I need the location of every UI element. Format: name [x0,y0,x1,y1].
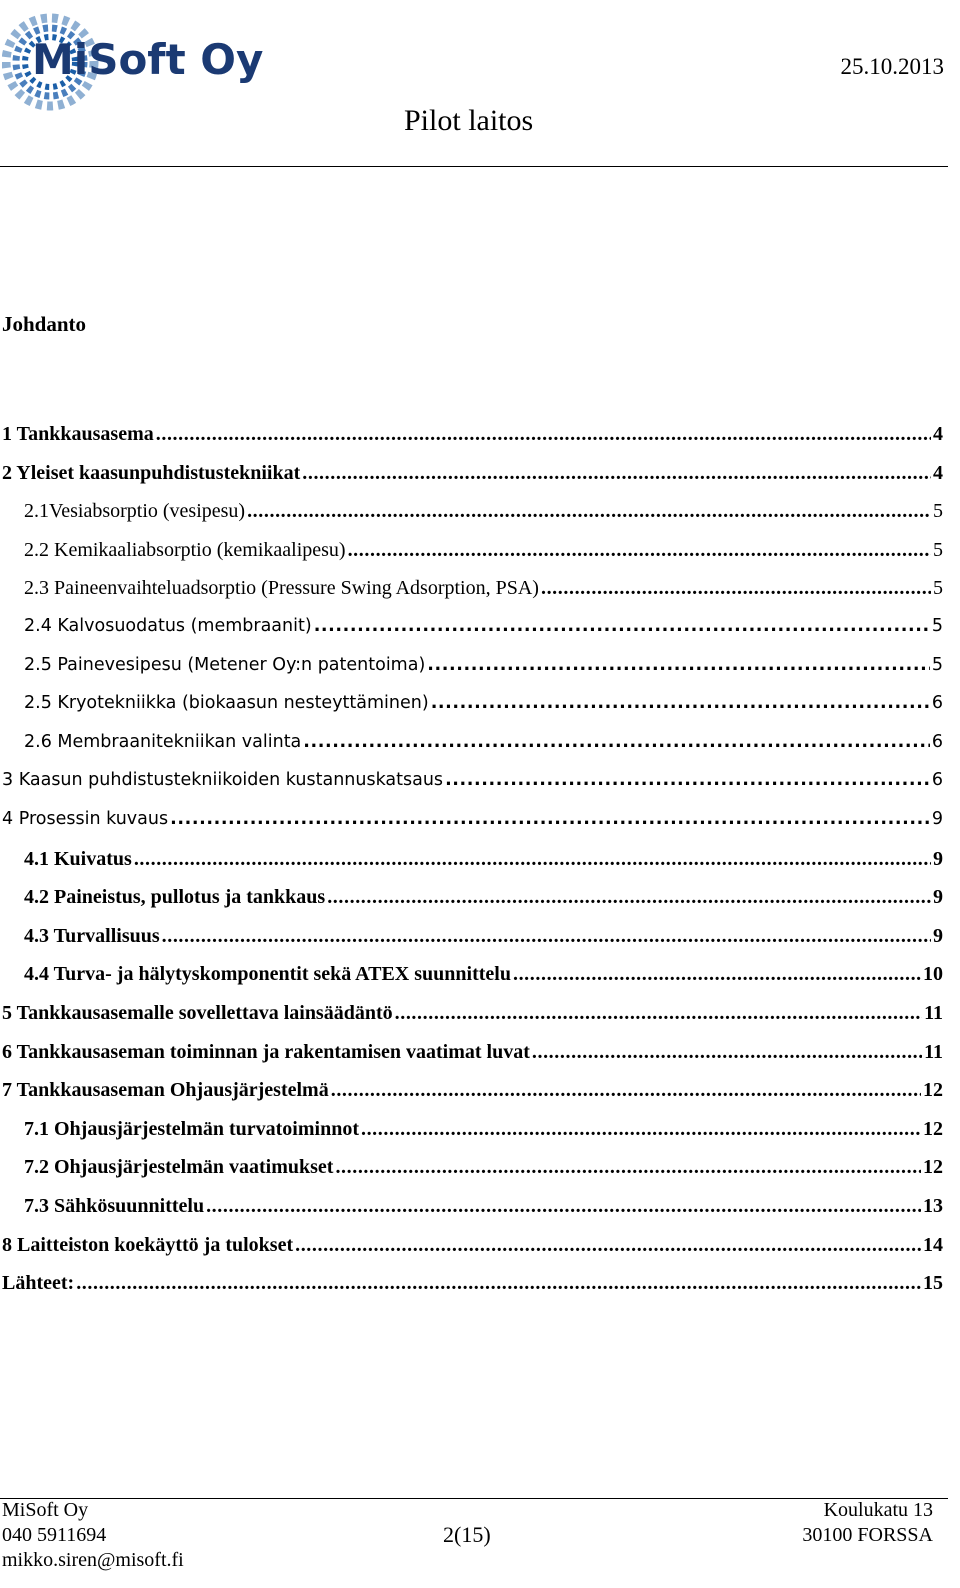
toc-entry[interactable] [24,963,943,989]
footer-city: 30100 FORSSA [802,1524,933,1546]
toc-entry[interactable] [2,1079,943,1105]
toc-entry[interactable] [2,770,943,796]
toc-entry-page: 15 [923,1272,943,1295]
toc-entry-page: 5 [933,538,943,561]
toc-entry-label: 5 Tankkausasemalle sovellettava lainsäädäntö [2,1002,393,1024]
toc-entry-label: 4 Prosessin kuvaus [2,809,169,829]
toc-entry-page: 6 [931,693,943,714]
toc-entry-page: 14 [923,1233,943,1256]
footer-street: Koulukatu 13 [823,1499,933,1521]
toc-dot-leader [361,1118,921,1141]
toc-entry[interactable] [24,886,943,912]
toc-dot-leader [134,848,931,871]
toc-entry-page: 5 [931,616,943,636]
toc-dot-leader [541,577,931,600]
toc-entry-page: 12 [923,1117,943,1140]
footer-email[interactable]: mikko.siren@misoft.fi [2,1549,184,1571]
toc-entry-page: 4 [933,461,943,484]
toc-entry-page: 9 [933,847,943,870]
toc-entry-page: 12 [923,1079,943,1102]
toc-entry[interactable] [24,500,943,526]
toc-entry-page: 6 [931,731,943,752]
toc-dot-leader [295,1234,921,1257]
toc-dot-leader [327,886,931,909]
toc-entry-label: 7.2 Ohjausjärjestelmän vaatimukset [24,1156,334,1179]
toc-entry-label: 2.3 Paineenvaihteluadsorptio (Pressure Swing Adsorption, PSA) [24,577,539,600]
toc-entry-label: 4.4 Turva- ja hälytyskomponentit sekä ATEX suunnittelu [24,963,511,986]
toc-entry[interactable] [24,693,943,719]
toc-dot-leader [395,1002,922,1025]
toc-entry-label: 4.2 Paineistus, pullotus ja tankkaus [24,886,326,909]
toc-entry[interactable] [24,616,943,642]
toc-dot-leader [302,462,931,485]
toc-entry-label: 2 Yleiset kaasunpuhdistustekniikat [2,461,301,484]
toc-entry-page: 9 [931,809,943,829]
toc-dot-leader [532,1041,922,1064]
toc-entry-page: 9 [933,924,943,947]
toc-dot-leader [431,693,930,713]
toc-entry[interactable] [2,1002,943,1028]
toc-entry-page: 11 [924,1040,943,1063]
toc-entry-label: 2.5 Painevesipesu (Metener Oy:n patentoima) [24,654,426,675]
toc-entry-label: 4.3 Turvallisuus [24,924,160,947]
toc-entry-page: 11 [924,1002,943,1024]
toc-entry-label: 6 Tankkausaseman toiminnan ja rakentamisen vaatimat luvat [2,1040,530,1063]
toc-entry[interactable] [24,1156,943,1182]
page-title: Pilot laitos [404,104,534,137]
footer-page-number: 2(15) [443,1522,491,1547]
toc-dot-leader [335,1156,921,1179]
toc-entry[interactable] [2,423,943,449]
toc-dot-leader [314,616,930,636]
toc-entry-page: 10 [923,963,943,986]
header-date: 25.10.2013 [840,54,944,79]
toc-entry-label: 2.5 Kryotekniikka (biokaasun nesteyttäminen) [24,693,429,714]
toc-entry[interactable] [24,577,943,603]
toc-entry-label: 1 Tankkausasema [2,423,154,445]
toc-entry[interactable] [2,462,943,488]
toc-entry[interactable] [2,1272,943,1298]
toc-entry-label: 8 Laitteiston koekäyttö ja tulokset [2,1233,294,1256]
toc-dot-leader [170,809,930,829]
footer-divider [0,1498,948,1499]
toc-entry-label: 2.6 Membraanitekniikan valinta [24,731,302,752]
toc-entry-label: 7.3 Sähkösuunnittelu [24,1195,205,1217]
toc-entry-label: 7 Tankkausaseman Ohjausjärjestelmä [2,1079,329,1102]
toc-entry-label: 3 Kaasun puhdistustekniikoiden kustannuskatsaus [2,770,444,791]
svg-text:MiSoft Oy: MiSoft Oy [32,35,264,84]
toc-dot-leader [427,655,930,675]
toc-entry-page: 13 [923,1195,943,1217]
toc-entry[interactable] [24,655,943,681]
toc-entry[interactable] [24,848,943,874]
toc-dot-leader [76,1272,921,1295]
toc-entry[interactable] [24,1118,943,1144]
toc-entry-page: 5 [933,500,943,523]
toc-entry-page: 4 [933,423,943,445]
company-logo [2,2,264,124]
toc-dot-leader [303,732,930,752]
toc-entry[interactable] [2,1041,943,1067]
toc-dot-leader [331,1079,921,1102]
intro-heading: Johdanto [2,312,87,336]
toc-entry-label: 2.2 Kemikaaliabsorptio (kemikaalipesu) [24,538,346,561]
toc-dot-leader [156,423,931,446]
header-divider [0,166,948,167]
toc-dot-leader [445,770,930,790]
toc-entry-page: 9 [933,886,943,909]
toc-entry-label: Lähteet: [2,1272,75,1295]
toc-dot-leader [206,1195,921,1218]
toc-entry-label: 7.1 Ohjausjärjestelmän turvatoiminnot [24,1117,359,1140]
toc-entry-page: 6 [931,770,943,791]
toc-entry[interactable] [24,925,943,951]
toc-entry-page: 12 [923,1156,943,1179]
footer-company: MiSoft Oy [2,1499,89,1521]
toc-entry[interactable] [24,732,943,758]
toc-dot-leader [162,925,931,948]
toc-entry-label: 4.1 Kuivatus [24,847,132,870]
toc-entry[interactable] [2,809,943,835]
footer-phone: 040 5911694 [2,1524,107,1546]
toc-dot-leader [513,963,921,986]
toc-entry-label: 2.4 Kalvosuodatus (membraanit) [24,616,312,636]
toc-entry-page: 5 [931,654,943,675]
toc-dot-leader [247,500,931,523]
toc-entry-page: 5 [933,577,943,600]
toc-entry-label: 2.1Vesiabsorptio (vesipesu) [24,500,246,523]
toc-entry[interactable] [24,1195,943,1221]
toc-dot-leader [348,539,931,562]
toc-entry[interactable] [2,1234,943,1260]
toc-entry[interactable] [24,539,943,565]
